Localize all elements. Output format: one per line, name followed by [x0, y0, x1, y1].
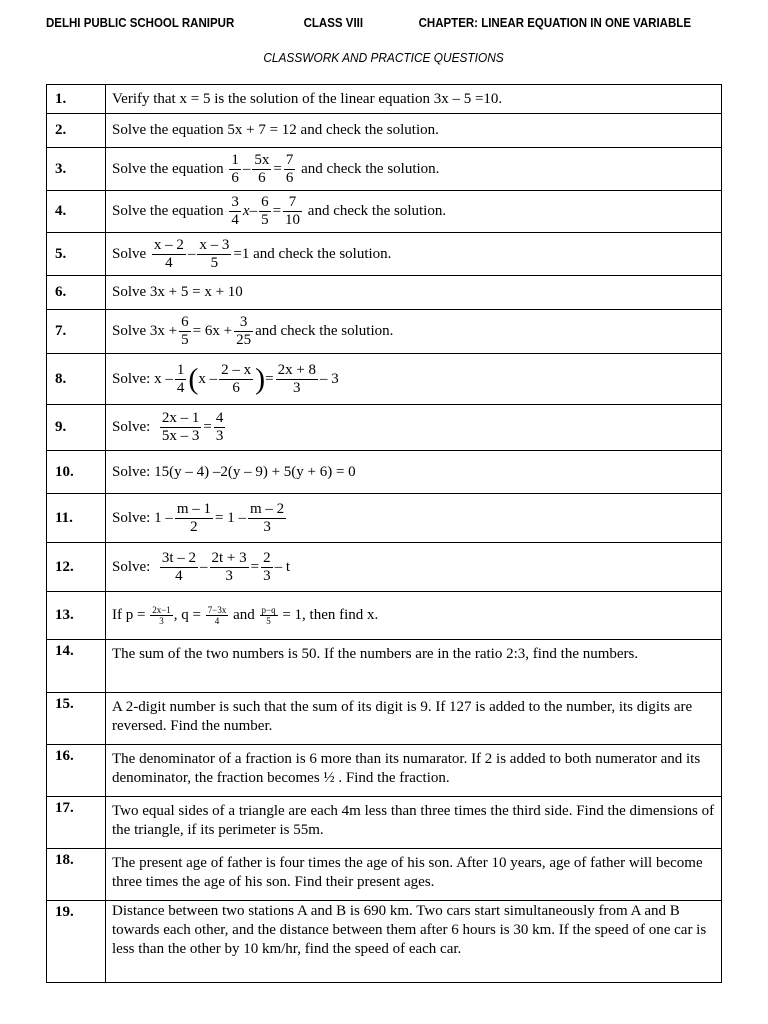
question-number: 13. — [47, 592, 106, 640]
class-label: CLASS VIII — [303, 16, 364, 30]
question-number: 9. — [47, 405, 106, 451]
fraction: $\frac{7}{10}$ — [285, 194, 301, 228]
question-text: Solve: $\frac{2x - 1}{5x - 3}$ = $\frac{4}{3}$ — [106, 405, 722, 451]
chapter-title: CHAPTER: LINEAR EQUATION IN ONE VARIABLE — [418, 16, 691, 30]
question-number: 7. — [47, 310, 106, 354]
question-text: Solve: $\frac{3t - 2}{4}$ – $\frac{2t + 3}{3}$ = $\frac{2}{3}$ – t — [106, 543, 722, 592]
question-row — [47, 745, 722, 797]
fraction: $\frac{2x + 8}{3}$ — [277, 361, 317, 396]
fraction: $\frac{2}{3}$ — [263, 549, 271, 584]
questions-table — [46, 84, 722, 983]
question-text: Solve the equation $\frac{3}{4}$ x– $\frac{6}{5}$ = $\frac{7}{10}$ and check the solution. — [106, 191, 722, 233]
question-number: 5. — [47, 233, 106, 276]
question-number: 17. — [47, 797, 106, 849]
question-number: 15. — [47, 693, 106, 745]
question-text: A 2-digit number is such that the sum of its digit is 9. If 127 is added to the number, its digits are reversed. Find the number. — [106, 693, 722, 745]
question-row — [47, 405, 722, 451]
fraction: $\frac{4}{3}$ — [215, 410, 224, 444]
question-row — [47, 494, 722, 543]
fraction: $\frac{5x}{6}$ — [254, 151, 270, 186]
fraction: $\frac{m - 1}{2}$ — [176, 500, 212, 535]
question-text: If p = $\frac{2x-1}{3}$ , q = $\frac{7-3x}{4}$ and $\frac{p-q}{5}$ = 1, then find x. — [106, 592, 722, 640]
question-number: 10. — [47, 451, 106, 494]
question-text: The denominator of a fraction is 6 more than its numarator. If 2 is added to both numerator and its denominator, the fraction becomes ½ . Find the fraction. — [106, 745, 722, 797]
question-number: 2. — [47, 114, 106, 148]
question-number: 19. — [47, 901, 106, 983]
question-text: Two equal sides of a triangle are each 4m less than three times the third side. Find the dimensions of the triangle, if its perimeter is 55m. — [106, 797, 722, 849]
fraction: $\frac{6}{5}$ — [261, 194, 269, 228]
question-row — [47, 114, 722, 148]
question-text: Solve: 15(y – 4) –2(y – 9) + 5(y + 6) = 0 — [106, 451, 722, 494]
fraction: $\frac{x - 3}{5}$ — [199, 236, 230, 271]
question-number: 3. — [47, 148, 106, 191]
fraction: $\frac{3}{25}$ — [236, 314, 252, 348]
fraction: $\frac{2t + 3}{3}$ — [211, 549, 247, 584]
worksheet-subtitle: CLASSWORK AND PRACTICE QUESTIONS — [263, 51, 505, 65]
question-row — [47, 354, 722, 405]
page-header — [46, 16, 691, 34]
question-row — [47, 310, 722, 354]
question-number: 1. — [47, 85, 106, 114]
question-text: Solve the equation 5x + 7 = 12 and check the solution. — [106, 114, 722, 148]
fraction: $\frac{p-q}{5}$ — [261, 605, 276, 626]
fraction: $\frac{7}{6}$ — [285, 151, 294, 186]
fraction: $\frac{2x-1}{3}$ — [152, 605, 171, 626]
fraction: $\frac{2x - 1}{5x - 3}$ — [161, 410, 200, 444]
question-text: Distance between two stations A and B is 690 km. Two cars start simultaneously from A and B towards each other, and the distance between them after 6 hours is 30 km. If the speed of one car is less than the other by 10 km/hr, find the speed of each car. — [106, 901, 722, 983]
question-row — [47, 85, 722, 114]
fraction: $\frac{3}{4}$ — [231, 194, 239, 228]
question-text: Solve 3x + 5 = x + 10 — [106, 276, 722, 310]
question-row — [47, 901, 722, 983]
fraction: $\frac{2 - x}{6}$ — [221, 361, 252, 396]
question-number: 8. — [47, 354, 106, 405]
fraction: $\frac{1}{4}$ — [176, 361, 185, 396]
question-text: Solve: x – $\frac{1}{4}$ (x – $\frac{2 - x}{6}$ )= $\frac{2x + 8}{3}$ – 3 — [106, 354, 722, 405]
question-text: Solve the equation $\frac{1}{6}$ – $\frac{5x}{6}$ = $\frac{7}{6}$ and check the solution. — [106, 148, 722, 191]
question-row — [47, 233, 722, 276]
question-row — [47, 849, 722, 901]
school-name: DELHI PUBLIC SCHOOL RANIPUR — [46, 16, 235, 30]
question-text: The present age of father is four times the age of his son. After 10 years, age of father will become three times the age of his son. Find their present ages. — [106, 849, 722, 901]
question-text: The sum of the two numbers is 50. If the numbers are in the ratio 2:3, find the numbers. — [106, 640, 722, 693]
question-row — [47, 640, 722, 693]
question-number: 11. — [47, 494, 106, 543]
question-row — [47, 276, 722, 310]
question-number: 6. — [47, 276, 106, 310]
question-text: Solve: 1 – $\frac{m - 1}{2}$ = 1 – $\frac{m - 2}{3}$ — [106, 494, 722, 543]
question-row — [47, 797, 722, 849]
question-row — [47, 543, 722, 592]
question-row — [47, 592, 722, 640]
fraction: $\frac{1}{6}$ — [231, 151, 239, 186]
fraction: $\frac{m - 2}{3}$ — [249, 500, 285, 535]
question-text: Solve $\frac{x - 2}{4}$ – $\frac{x - 3}{5}$ =1 and check the solution. — [106, 233, 722, 276]
question-number: 14. — [47, 640, 106, 693]
fraction: $\frac{x - 2}{4}$ — [153, 236, 184, 271]
fraction: $\frac{3t - 2}{4}$ — [161, 549, 197, 584]
question-row — [47, 693, 722, 745]
question-row — [47, 148, 722, 191]
question-text: Solve 3x + $\frac{6}{5}$ = 6x + $\frac{3}{25}$ and check the solution. — [106, 310, 722, 354]
question-row — [47, 191, 722, 233]
question-number: 18. — [47, 849, 106, 901]
fraction: $\frac{7-3x}{4}$ — [207, 605, 227, 626]
question-number: 4. — [47, 191, 106, 233]
question-number: 16. — [47, 745, 106, 797]
fraction: $\frac{6}{5}$ — [181, 314, 189, 348]
question-row — [47, 451, 722, 494]
question-text: Verify that x = 5 is the solution of the linear equation 3x – 5 =10. — [106, 85, 722, 114]
question-number: 12. — [47, 543, 106, 592]
